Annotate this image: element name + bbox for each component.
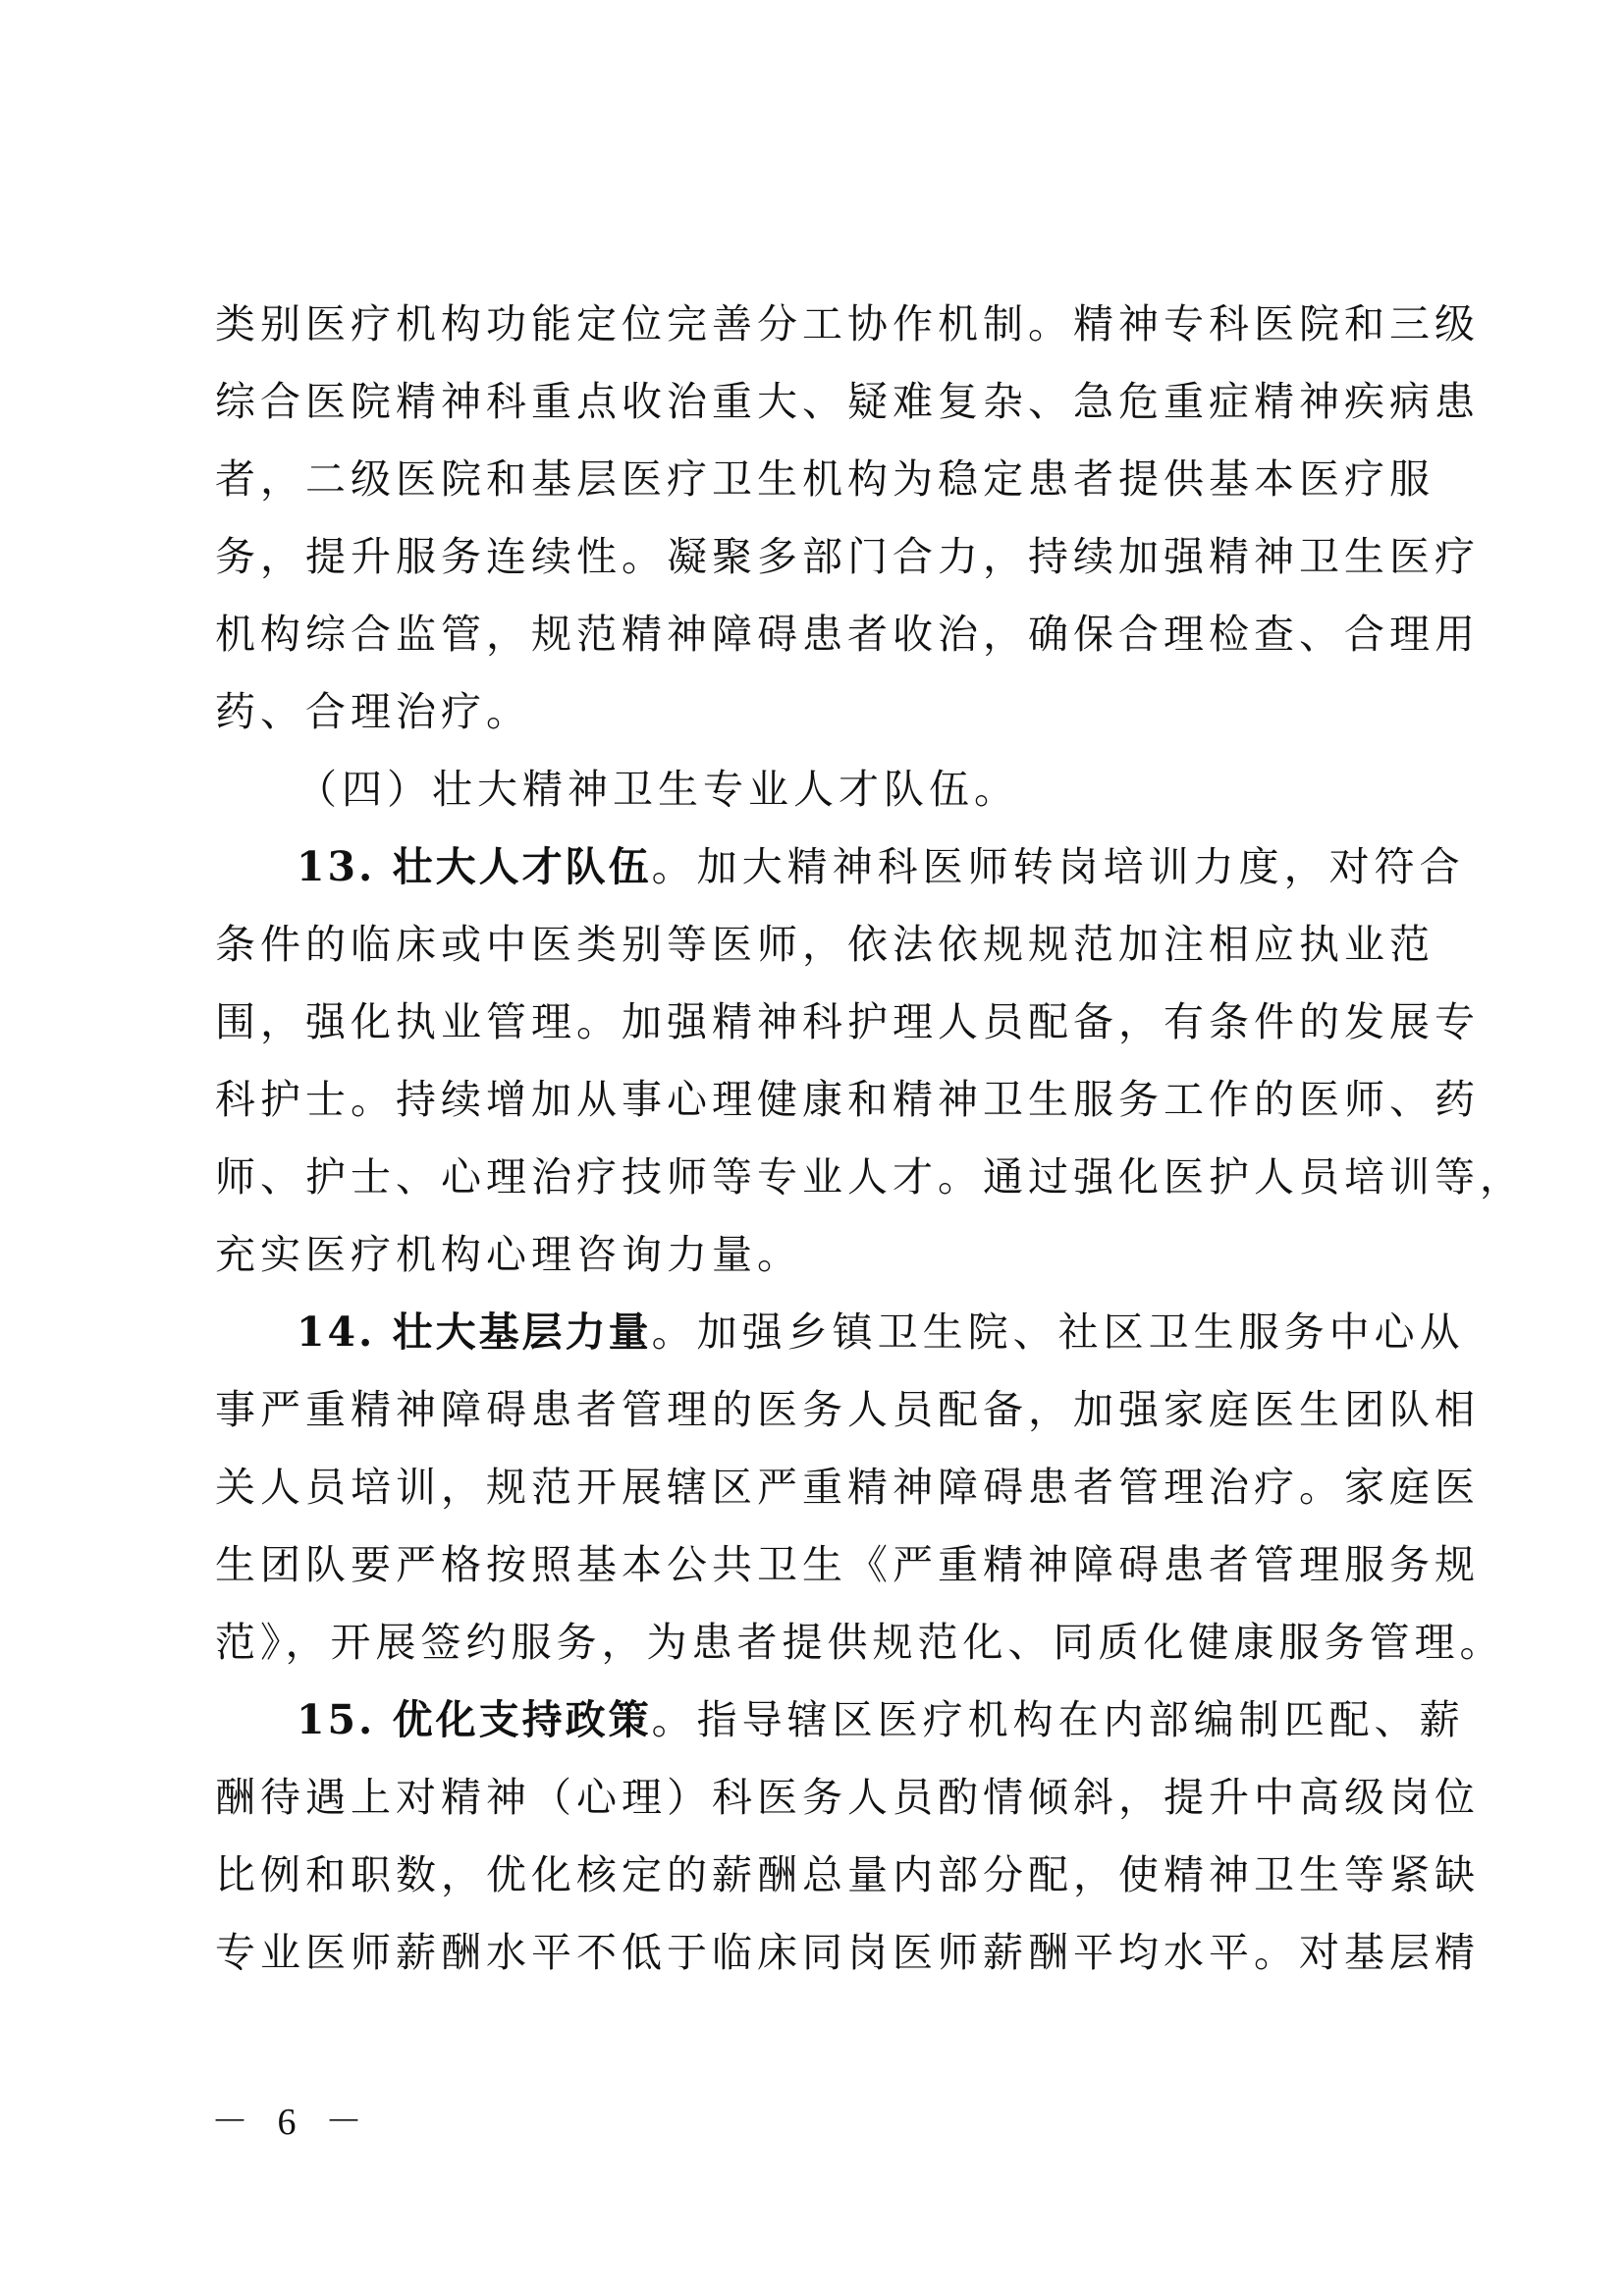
item-text: 。加大精神科医师转岗培训力度，对符合 — [651, 843, 1465, 890]
text-line: 事严重精神障碍患者管理的医务人员配备，加强家庭医生团队相 — [215, 1386, 1480, 1433]
text-line: 科护士。持续增加从事心理健康和精神卫生服务工作的医师、药 — [215, 1076, 1480, 1123]
text-line: 生团队要严格按照基本公共卫生《严重精神障碍患者管理服务规 — [215, 1541, 1480, 1588]
text-line: 范》，开展签约服务，为患者提供规范化、同质化健康服务管理。 — [215, 1619, 1505, 1666]
item-title: 15. 优化支持政策 — [297, 1696, 652, 1743]
item-first-line — [297, 837, 1465, 896]
text-line: 综合医院精神科重点收治重大、疑难复杂、急危重症精神疾病患 — [215, 378, 1480, 425]
text-line: 药、合理治疗。 — [215, 688, 531, 735]
text-line: 酬待遇上对精神（心理）科医务人员酌情倾斜，提升中高级岗位 — [215, 1774, 1480, 1821]
item-text: 。指导辖区医疗机构在内部编制匹配、薪 — [651, 1696, 1465, 1743]
item-first-line — [297, 1690, 1465, 1749]
page-number: － 6 － — [211, 2102, 373, 2143]
item-title: 14. 壮大基层力量 — [297, 1308, 652, 1356]
item-first-line — [297, 1303, 1465, 1362]
text-line: 者，二级医院和基层医疗卫生机构为稳定患者提供基本医疗服 — [215, 455, 1435, 503]
text-line: 专业医师薪酬水平不低于临床同岗医师薪酬平均水平。对基层精 — [215, 1929, 1480, 1976]
text-line: 关人员培训，规范开展辖区严重精神障碍患者管理治疗。家庭医 — [215, 1464, 1480, 1511]
text-line: 比例和职数，优化核定的薪酬总量内部分配，使精神卫生等紧缺 — [215, 1851, 1480, 1898]
section-heading: （四）壮大精神卫生专业人才队伍。 — [297, 766, 1019, 813]
item-text: 。加强乡镇卫生院、社区卫生服务中心从 — [651, 1308, 1465, 1356]
text-line: 务，提升服务连续性。凝聚多部门合力，持续加强精神卫生医疗 — [215, 533, 1480, 580]
text-line: 充实医疗机构心理咨询力量。 — [215, 1231, 802, 1278]
text-line: 师、护士、心理治疗技师等专业人才。通过强化医护人员培训等， — [215, 1153, 1525, 1201]
text-line: 围，强化执业管理。加强精神科护理人员配备，有条件的发展专 — [215, 998, 1480, 1045]
text-line: 机构综合监管，规范精神障碍患者收治，确保合理检查、合理用 — [215, 611, 1480, 658]
text-line: 类别医疗机构功能定位完善分工协作机制。精神专科医院和三级 — [215, 300, 1480, 347]
item-title: 13. 壮大人才队伍 — [297, 843, 652, 890]
text-line: 条件的临床或中医类别等医师，依法依规规范加注相应执业范 — [215, 921, 1435, 968]
